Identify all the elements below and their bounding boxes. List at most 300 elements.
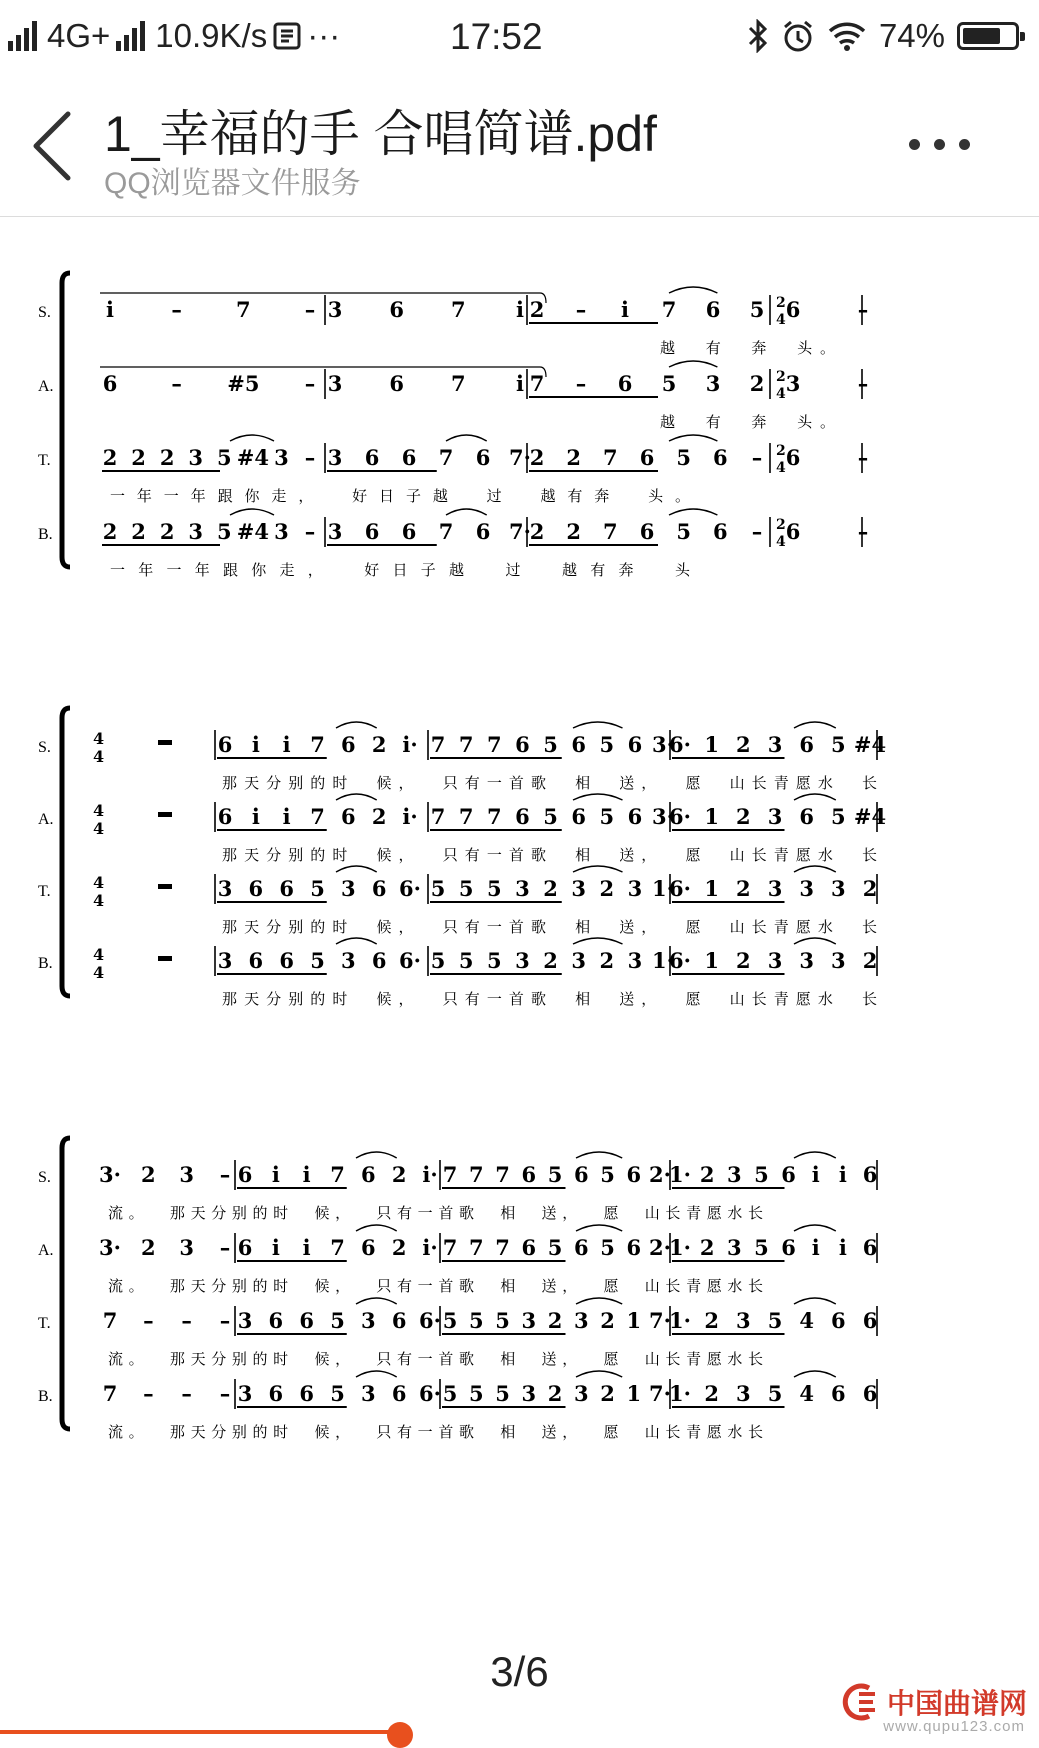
note: 2 — [102, 445, 118, 470]
lyric-char: 有 — [705, 413, 721, 431]
more-options-button[interactable] — [909, 124, 987, 164]
lyric-char: 时 — [332, 774, 348, 792]
note: 2 — [736, 804, 751, 829]
lyric-char: 。 — [128, 1204, 144, 1222]
lyric-char: 愿 — [603, 1350, 619, 1368]
note: 3 — [726, 1235, 742, 1260]
lyric-char: ， — [298, 487, 314, 505]
note: 6 — [785, 445, 801, 470]
lyric-char: 只 — [376, 1277, 392, 1295]
time-signature-bottom: 4 — [93, 819, 105, 838]
lyric-char: 长 — [748, 1350, 764, 1368]
note: – — [143, 1308, 154, 1333]
lyric-char: 越 — [660, 413, 676, 431]
note: 5 — [486, 876, 502, 901]
note: 3 — [767, 876, 783, 901]
note: 7 — [486, 804, 502, 829]
note: 5 — [468, 1308, 484, 1333]
note: 7 — [102, 1381, 118, 1406]
note: 3 — [799, 876, 814, 901]
note: i — [516, 297, 524, 322]
lyric-char: 一 — [486, 774, 502, 792]
note: i — [811, 1235, 820, 1260]
time-signature-top: 4 — [93, 873, 105, 892]
lyric-char: 的 — [310, 774, 326, 792]
slur — [336, 722, 377, 728]
note: 5 — [676, 445, 691, 470]
note: 1 — [704, 732, 719, 757]
note: 3 — [571, 876, 586, 901]
lyric-char: 别 — [288, 774, 304, 792]
note: 7 — [468, 1162, 484, 1187]
note: 7 — [330, 1162, 345, 1187]
lyric-char: 愿 — [795, 774, 811, 792]
lyric-char: 相 — [500, 1204, 516, 1222]
lyric-char: 的 — [252, 1350, 268, 1368]
lyric-char: ， — [562, 1423, 578, 1441]
note: 5 — [442, 1381, 458, 1406]
lyric-char: 长 — [862, 846, 878, 864]
note: 7 — [330, 1235, 345, 1260]
note: #4 — [853, 732, 887, 757]
time-signature-top: 4 — [93, 945, 105, 964]
note: 5 — [216, 519, 232, 544]
time-signature-bottom: 4 — [93, 963, 105, 982]
note: 7 — [102, 1308, 118, 1333]
status-bar — [0, 0, 1039, 76]
time-signature-change-top: 2 — [776, 369, 786, 385]
lyric-char: 长 — [751, 918, 767, 936]
lyric-char: 只 — [442, 774, 458, 792]
voice-label: S. — [38, 739, 51, 756]
lyric-char: 候 — [376, 990, 392, 1008]
note: 7 — [495, 1162, 510, 1187]
slur — [794, 722, 836, 728]
lyric-char: 愿 — [685, 846, 701, 864]
note: 6 — [389, 371, 404, 396]
note: 6 — [237, 1235, 253, 1260]
note: – — [181, 1381, 192, 1406]
lyric-char: 有 — [397, 1423, 413, 1441]
note: 6 — [341, 804, 356, 829]
whole-rest — [158, 956, 172, 961]
note: 1 — [704, 948, 719, 973]
lyric-char: 只 — [376, 1423, 392, 1441]
note: 6 — [713, 445, 728, 470]
note: 2· — [649, 1162, 671, 1187]
note: 6 — [361, 1235, 376, 1260]
note: – — [143, 1381, 154, 1406]
note: i — [621, 297, 629, 322]
note: #4 — [236, 519, 269, 544]
lyric-char: 那 — [222, 846, 238, 864]
note: 6 — [521, 1235, 537, 1260]
lyric-char: 分 — [266, 990, 282, 1008]
note: 6 — [627, 732, 643, 757]
note: 3 — [327, 445, 343, 470]
pdf-page[interactable] — [0, 217, 1039, 1607]
note: 7· — [509, 519, 531, 544]
note: 5 — [749, 297, 765, 322]
note: i· — [422, 1162, 438, 1187]
lyric-char: 有 — [464, 918, 480, 936]
lyric-char: 山 — [644, 1204, 660, 1222]
note: 2 — [736, 948, 751, 973]
lyric-char: 天 — [244, 918, 260, 936]
lyric-char: 别 — [231, 1423, 247, 1441]
note: i — [838, 1235, 847, 1260]
note: 6· — [669, 732, 691, 757]
lyric-char: 首 — [508, 846, 524, 864]
network-type: 4G+ — [47, 17, 111, 54]
note: 6 — [389, 297, 404, 322]
note: 3· — [99, 1162, 121, 1187]
lyric-char: 相 — [500, 1350, 516, 1368]
time-signature-bottom: 4 — [93, 747, 105, 766]
lyric-char: 只 — [442, 990, 458, 1008]
lyric-char: 歌 — [530, 774, 546, 792]
note: 6 — [799, 732, 814, 757]
lyric-char: 相 — [575, 990, 591, 1008]
note: 6· — [399, 948, 421, 973]
reading-progress-handle[interactable] — [387, 1722, 413, 1748]
lyric-char: 有 — [567, 487, 583, 505]
note: 2 — [862, 876, 878, 901]
lyric-char: 子 — [420, 561, 436, 579]
note: 3 — [831, 876, 846, 901]
lyric-char: 天 — [244, 846, 260, 864]
voice-label: B. — [38, 955, 53, 972]
note: 2 — [566, 445, 581, 470]
note: 5 — [468, 1381, 484, 1406]
lyric-char: 青 — [686, 1350, 702, 1368]
lyric-char: 只 — [376, 1204, 392, 1222]
slur — [794, 1152, 836, 1158]
note: 3 — [831, 948, 846, 973]
note: 3 — [341, 948, 356, 973]
bluetooth-icon — [747, 19, 769, 53]
note: 3· — [652, 804, 674, 829]
system-bracket — [62, 273, 70, 567]
reading-progress-bar — [0, 1730, 400, 1734]
note: 6 — [299, 1308, 314, 1333]
lyric-char: 歌 — [458, 1350, 474, 1368]
note: – — [304, 371, 316, 396]
note: 2 — [547, 1381, 563, 1406]
note: 3 — [188, 445, 204, 470]
voice-label: B. — [38, 1388, 53, 1405]
slur — [794, 1225, 836, 1231]
note: – — [181, 1308, 192, 1333]
note: 5 — [599, 732, 615, 757]
note: 5 — [430, 948, 446, 973]
lyric-char: 青 — [686, 1204, 702, 1222]
note: 6 — [571, 804, 586, 829]
lyric-char: 。 — [128, 1423, 144, 1441]
note: 2· — [649, 1235, 671, 1260]
lyric-char: 时 — [273, 1350, 289, 1368]
note: 1· — [652, 948, 674, 973]
lyric-char: 别 — [231, 1204, 247, 1222]
lyric-char: 只 — [442, 846, 458, 864]
voice-label: S. — [38, 1169, 51, 1186]
more-status: ··· — [307, 17, 341, 54]
lyric-char: 山 — [644, 1423, 660, 1441]
slur — [336, 866, 377, 872]
lyric-char: 山 — [729, 990, 745, 1008]
voice-label: B. — [38, 526, 53, 543]
lyric-char: 山 — [644, 1350, 660, 1368]
lyric-char: ， — [641, 918, 657, 936]
lyric-char: 那 — [169, 1277, 185, 1295]
note: 5 — [216, 445, 232, 470]
note: 7 — [310, 732, 325, 757]
lyric-char: 分 — [266, 918, 282, 936]
whole-rest — [158, 884, 172, 889]
back-button[interactable] — [24, 106, 84, 186]
lyric-char: 有 — [397, 1204, 413, 1222]
battery-icon — [957, 22, 1019, 50]
note: 7 — [495, 1235, 510, 1260]
note: 3 — [571, 948, 586, 973]
note: 3 — [736, 1381, 751, 1406]
lyric-char: 过 — [505, 561, 521, 579]
note: 3· — [99, 1235, 121, 1260]
lyric-char: 年 — [190, 487, 206, 505]
note: 2 — [131, 445, 146, 470]
note: 1· — [669, 1162, 691, 1187]
note: 2 — [543, 876, 558, 901]
note: 2 — [102, 519, 118, 544]
voice-label: S. — [38, 304, 51, 321]
lyric-char: 候 — [314, 1423, 330, 1441]
lyric-char: 越 — [432, 487, 448, 505]
note: – — [857, 371, 869, 396]
note: 7 — [438, 445, 454, 470]
status-left — [8, 16, 340, 56]
note: 6 — [617, 371, 633, 396]
lyric-char: 送 — [541, 1277, 557, 1295]
lyric-char: ， — [562, 1350, 578, 1368]
note: 2 — [600, 1381, 615, 1406]
lyric-char: ， — [398, 846, 414, 864]
note: i — [838, 1162, 847, 1187]
lyric-char: 一 — [163, 487, 179, 505]
lyric-char: 那 — [169, 1204, 185, 1222]
lyric-char: 一 — [486, 846, 502, 864]
note: 3 — [521, 1308, 537, 1333]
note: 2 — [699, 1162, 715, 1187]
lyric-char: 歌 — [458, 1423, 474, 1441]
signal-strength-icon-2 — [116, 21, 145, 51]
lyric-char: 长 — [665, 1350, 681, 1368]
lyric-char: 天 — [190, 1204, 206, 1222]
lyric-char: 愿 — [795, 846, 811, 864]
lyric-char: 候 — [376, 774, 392, 792]
lyric-char: 首 — [438, 1204, 454, 1222]
lyric-char: 天 — [244, 774, 260, 792]
note: 7 — [442, 1235, 458, 1260]
lyric-char: 年 — [136, 487, 152, 505]
note: 6 — [515, 732, 530, 757]
lyric-char: ， — [641, 846, 657, 864]
note: 6 — [799, 804, 814, 829]
note: 1· — [669, 1308, 691, 1333]
lyric-char: 的 — [310, 990, 326, 1008]
wifi-icon — [827, 20, 867, 52]
lyric-char: 青 — [773, 774, 789, 792]
note: 3 — [521, 1381, 537, 1406]
lyric-char: 愿 — [603, 1277, 619, 1295]
time-signature-change-top: 2 — [776, 295, 786, 311]
lyric-char: 长 — [862, 918, 878, 936]
note: 5 — [661, 371, 677, 396]
note: 6 — [391, 1308, 407, 1333]
lyric-char: 的 — [252, 1423, 268, 1441]
lyric-char: ， — [398, 990, 414, 1008]
lyric-char: 有 — [464, 846, 480, 864]
note: 6· — [669, 804, 691, 829]
note: 2 — [529, 445, 545, 470]
lyric-char: 那 — [222, 774, 238, 792]
document-source: QQ浏览器文件服务 — [104, 167, 361, 200]
lyric-char: ， — [335, 1204, 351, 1222]
slur — [356, 1152, 397, 1158]
lyric-char: 送 — [619, 774, 635, 792]
voice-label: A. — [38, 811, 54, 828]
note: 3 — [327, 297, 343, 322]
lyric-char: 一 — [110, 561, 126, 579]
note: 6· — [669, 876, 691, 901]
note: 5 — [754, 1162, 769, 1187]
dot-icon — [959, 139, 970, 150]
note: 6 — [475, 445, 491, 470]
lyric-char: 水 — [727, 1204, 743, 1222]
note: 6 — [371, 948, 387, 973]
tie-line — [100, 367, 546, 377]
note: 5 — [310, 876, 325, 901]
lyric-char: ， — [641, 990, 657, 1008]
slur — [230, 509, 274, 515]
lyric-char: 青 — [773, 990, 789, 1008]
note: 2 — [159, 519, 175, 544]
lyric-char: 那 — [222, 990, 238, 1008]
note: 2 — [599, 876, 615, 901]
time-signature-top: 4 — [93, 729, 105, 748]
note: 2 — [600, 1308, 615, 1333]
note: 3 — [627, 948, 643, 973]
network-speed: 10.9K/s — [155, 17, 268, 54]
lyric-char: 愿 — [603, 1423, 619, 1441]
note: 6 — [391, 1381, 407, 1406]
note: 5 — [599, 804, 615, 829]
note: 5 — [495, 1381, 510, 1406]
lyric-char: 奔 — [751, 339, 767, 357]
note: i — [282, 732, 291, 757]
lyric-char: 愿 — [603, 1204, 619, 1222]
lyric-char: 首 — [508, 990, 524, 1008]
lyric-char: 时 — [332, 990, 348, 1008]
lyric-char: 越 — [660, 339, 676, 357]
lyric-char: 。 — [675, 487, 691, 505]
status-right — [747, 16, 1019, 56]
slur — [576, 1298, 622, 1304]
note: 1· — [669, 1235, 691, 1260]
lyric-char: 一 — [110, 487, 126, 505]
note: 5 — [486, 948, 502, 973]
note: 5 — [600, 1162, 615, 1187]
lyric-char: 奔 — [618, 561, 634, 579]
lyric-char: 长 — [748, 1204, 764, 1222]
lyric-char: 一 — [166, 561, 182, 579]
lyric-char: 愿 — [706, 1350, 722, 1368]
lyric-char: 长 — [748, 1277, 764, 1295]
alarm-icon — [781, 19, 815, 53]
note: 3 — [705, 371, 721, 396]
lyric-char: 一 — [417, 1204, 433, 1222]
note: 6· — [419, 1308, 441, 1333]
note: 7 — [603, 519, 618, 544]
lyric-char: ， — [398, 774, 414, 792]
note: 2 — [704, 1381, 719, 1406]
note: i — [251, 732, 260, 757]
lyric-char: 候 — [314, 1277, 330, 1295]
lyric-char: 子 — [405, 487, 421, 505]
note: 2 — [529, 297, 545, 322]
note: – — [857, 297, 869, 322]
note: 3 — [237, 1308, 253, 1333]
lyric-char: 的 — [310, 918, 326, 936]
note: 7 — [438, 519, 454, 544]
lyric-char: 候 — [314, 1204, 330, 1222]
slur — [794, 794, 836, 800]
time-signature-top: 4 — [93, 801, 105, 820]
watermark-name: 中国曲谱网 — [886, 1687, 1027, 1720]
note: 6 — [279, 948, 294, 973]
note: 3 — [274, 445, 289, 470]
note: 3 — [327, 371, 343, 396]
slur — [230, 435, 274, 441]
note: #4 — [236, 445, 269, 470]
lyric-char: 奔 — [751, 413, 767, 431]
lyric-char: 有 — [397, 1350, 413, 1368]
lyric-char: 年 — [138, 561, 154, 579]
lyric-char: 别 — [288, 846, 304, 864]
note: 2 — [391, 1162, 407, 1187]
lyric-char: 日 — [392, 561, 408, 579]
lyric-char: 送 — [619, 918, 635, 936]
lyric-char: 。 — [820, 339, 836, 357]
note: 2 — [566, 519, 581, 544]
system-bracket — [62, 708, 70, 996]
lyric-char: 一 — [486, 990, 502, 1008]
note: 6 — [248, 948, 264, 973]
watermark-url: www.qupu123.com — [883, 1718, 1025, 1735]
note: 7 — [451, 371, 466, 396]
lyric-char: 。 — [128, 1277, 144, 1295]
lyric-char: 愿 — [706, 1423, 722, 1441]
lyric-char: 送 — [619, 846, 635, 864]
note: 5 — [458, 876, 474, 901]
note: 2 — [371, 732, 387, 757]
lyric-char: 年 — [194, 561, 210, 579]
lyric-char: 越 — [449, 561, 465, 579]
lyric-char: 走 — [271, 487, 287, 505]
lyric-char: 时 — [273, 1423, 289, 1441]
note: 6 — [371, 876, 387, 901]
note: 5 — [442, 1308, 458, 1333]
lyric-char: 分 — [211, 1423, 227, 1441]
